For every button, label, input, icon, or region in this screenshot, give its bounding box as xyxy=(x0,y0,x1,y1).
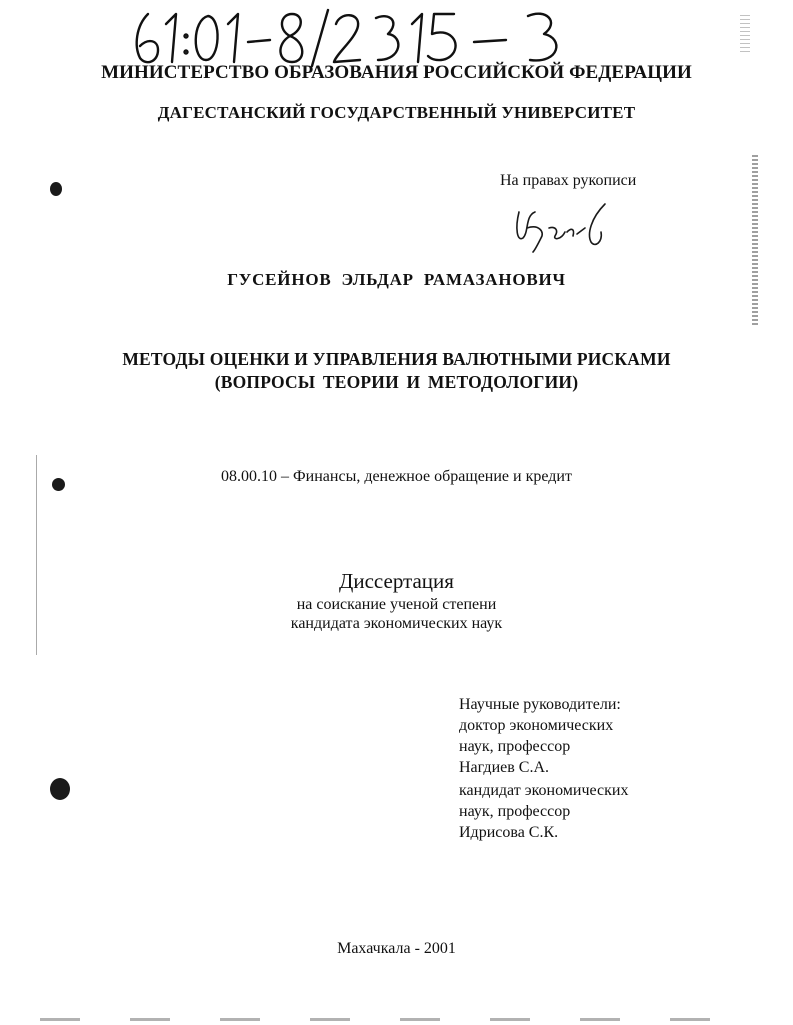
author-signature xyxy=(505,198,615,258)
supervisor-2-title: наук, профессор xyxy=(459,803,571,820)
supervisor-1-title: наук, профессор xyxy=(459,738,571,755)
degree-purpose-line-2: кандидата экономических наук xyxy=(290,615,503,632)
degree-purpose-line-1: на соискание ученой степени xyxy=(296,596,497,613)
dissertation-title-line-2: (ВОПРОСЫ ТЕОРИИ И МЕТОДОЛОГИИ) xyxy=(214,372,579,392)
scan-barcode-strip xyxy=(752,155,758,325)
supervisor-2-name: Идрисова С.К. xyxy=(459,824,559,841)
supervisor-1-name: Нагдиев С.А. xyxy=(459,759,550,776)
document-type: Диссертация xyxy=(339,569,454,593)
manuscript-note: На правах рукописи xyxy=(500,172,637,189)
punch-hole-mark xyxy=(50,778,70,800)
scan-mark-strip xyxy=(740,15,750,55)
supervisor-2-degree: кандидат экономических xyxy=(459,782,629,799)
supervisor-block-2 xyxy=(459,780,628,843)
supervisor-1-degree: доктор экономических xyxy=(459,717,614,734)
supervisors-heading: Научные руководители: xyxy=(459,696,621,713)
scan-edge-line xyxy=(36,455,37,655)
punch-hole-mark xyxy=(50,182,62,196)
specialty-code: 08.00.10 – Финансы, денежное обращение и кредит xyxy=(221,468,572,485)
dissertation-title-line-1: МЕТОДЫ ОЦЕНКИ И УПРАВЛЕНИЯ ВАЛЮТНЫМИ РИСКАМИ xyxy=(122,349,671,369)
scan-bottom-marks xyxy=(40,1018,760,1021)
ministry-heading: МИНИСТЕРСТВО ОБРАЗОВАНИЯ РОССИЙСКОЙ ФЕДЕРАЦИИ xyxy=(101,62,692,83)
punch-hole-mark xyxy=(52,478,65,491)
author-name: ГУСЕЙНОВ ЭЛЬДАР РАМАЗАНОВИЧ xyxy=(227,270,566,289)
university-heading: ДАГЕСТАНСКИЙ ГОСУДАРСТВЕННЫЙ УНИВЕРСИТЕТ xyxy=(157,103,636,122)
city-year: Махачкала - 2001 xyxy=(337,940,456,957)
supervisor-block-1 xyxy=(459,694,621,778)
archive-number-handwriting xyxy=(128,6,588,70)
